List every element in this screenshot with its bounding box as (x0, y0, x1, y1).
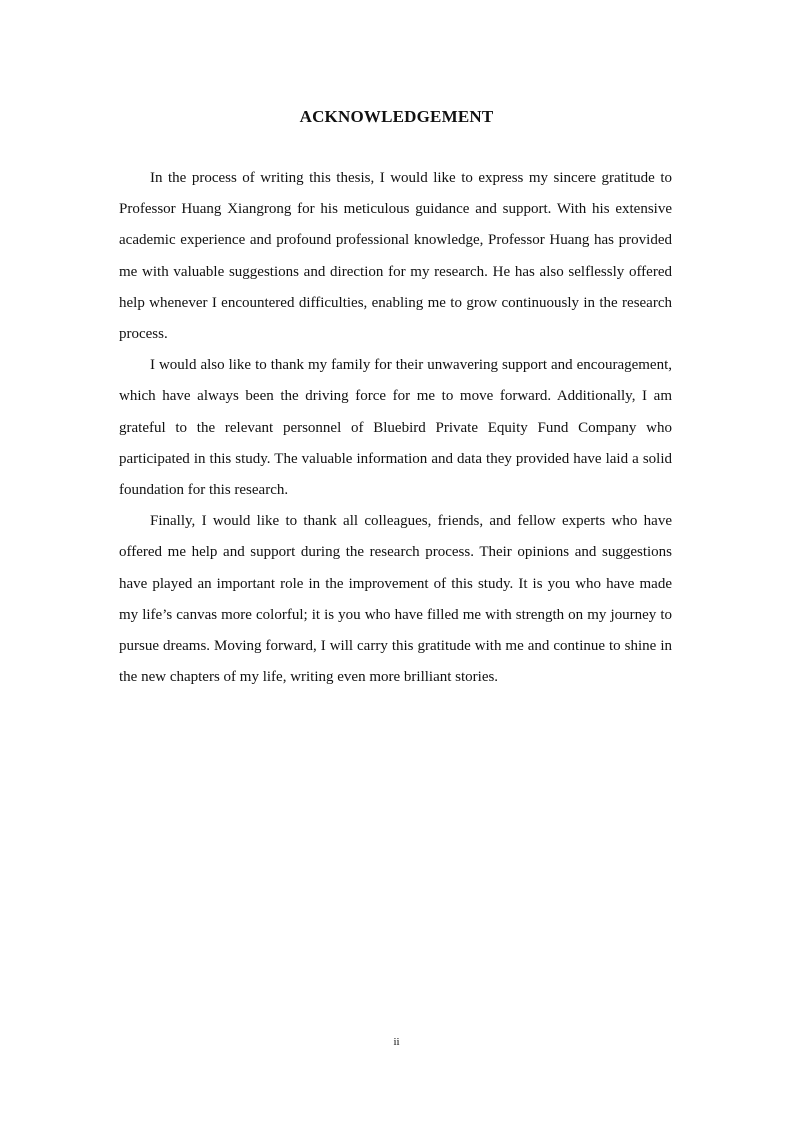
paragraph-1: In the process of writing this thesis, I would like to express my sincere gratitude to Professor Huang Xiangrong for his meticulous guidance and support. With his extensive academic experience and profound professional knowledge, Professor Huang has provided me with valuable suggestions and direction for my research. He has also selflessly offered help whenever I encountered difficulties, enabling me to grow continuously in the research process. (119, 170, 672, 343)
paragraph-2: I would also like to thank my family for their unwavering support and encouragement, which have always been the driving force for me to move forward. Additionally, I am grateful to the relevant personnel of Bluebird Private Equity Fund Company who participated in this study. The valuable information and data they provided have laid a solid foundation for this research. (119, 357, 672, 499)
page-title: ACKNOWLEDGEMENT (299, 107, 494, 126)
page-number: ii (393, 1036, 400, 1048)
paragraph-3: Finally, I would like to thank all colleagues, friends, and fellow experts who have offered me help and support during the research process. Their opinions and suggestions have played an important role in the improvement of this study. It is you who have made my life’s canvas more colorful; it is you who have filled me with strength on my journey to pursue dreams. Moving forward, I will carry this gratitude with me and continue to shine in the new chapters of my life, writing even more brilliant stories. (119, 513, 672, 686)
acknowledgement-body (119, 163, 672, 693)
